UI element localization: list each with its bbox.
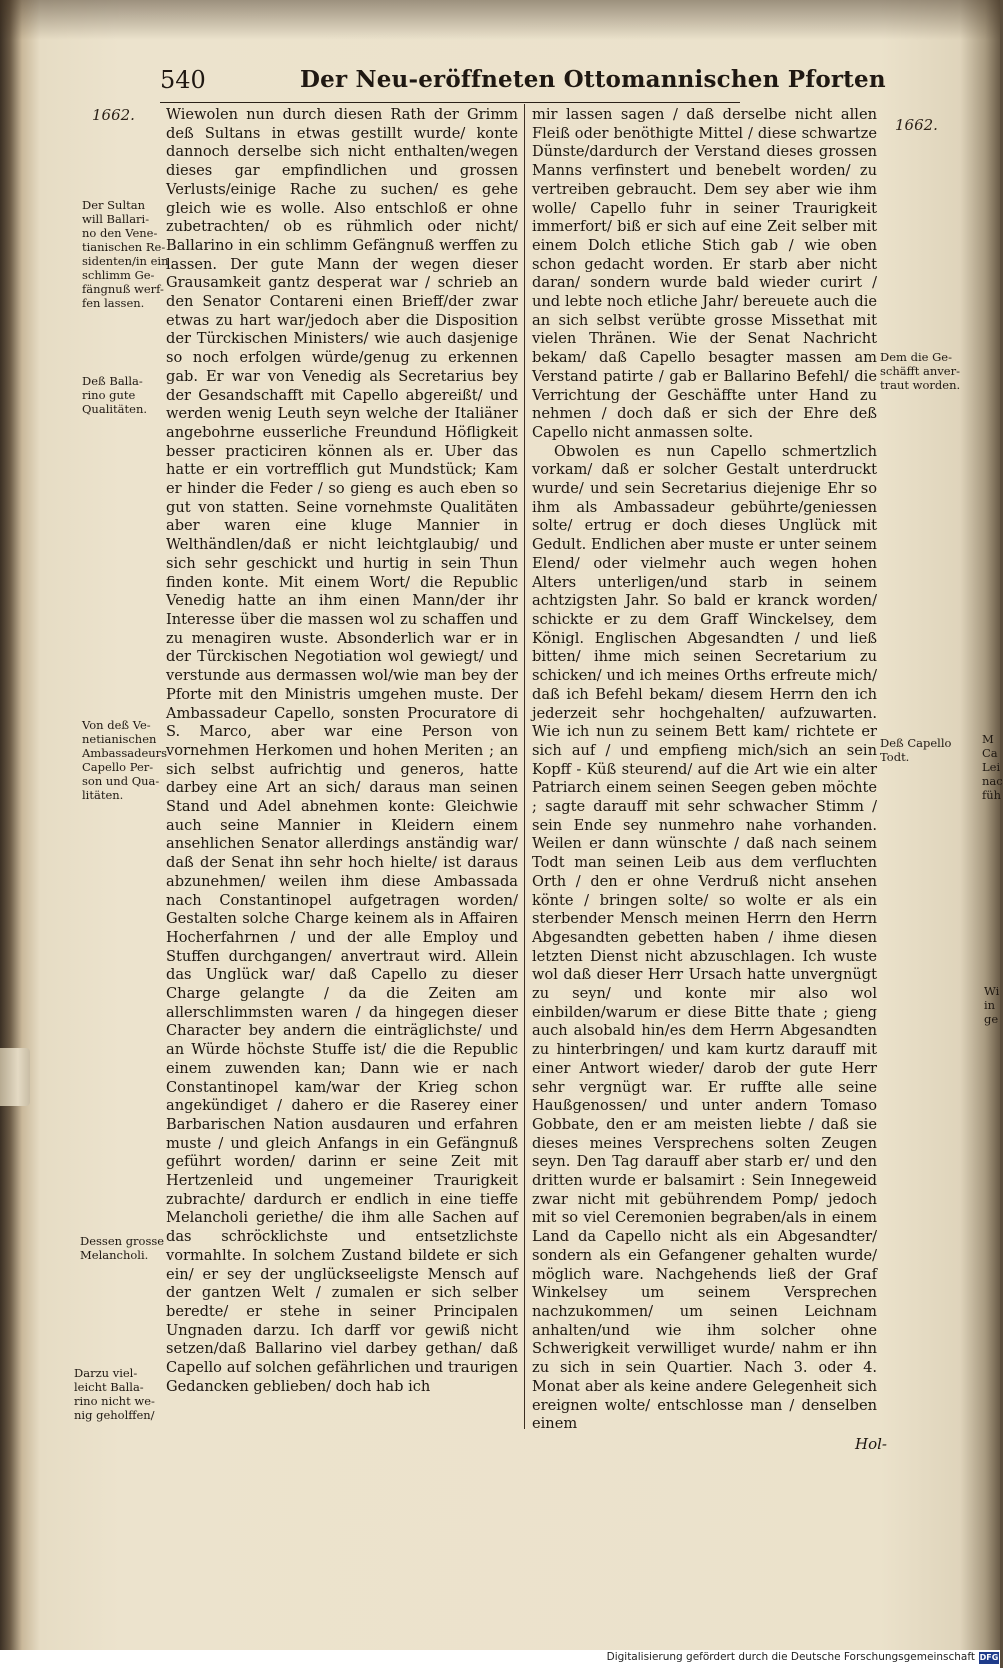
catchword: Hol- xyxy=(855,1435,887,1453)
margin-note-line: Deß Capello xyxy=(880,736,952,750)
margin-note-todt xyxy=(880,736,951,764)
paragraph: Wiewolen nun durch diesen Rath der Grimm deß Sultans in etwas gestillt wurde/ konte dannoch derselbe sich nicht enthalten/wegen dieses gar empfindlichen und grossen Verlusts/einige Rache zu suchen/ es gehe gleich wie es wolle. Also entschloß er ohne zubetrachten/ ob es rühmlich oder nicht/ Ballarino in ein schlimm Gefängnuß werffen zu lassen. Der gute Mann der wegen dieser Grausamkeit gantz desperat war / schrieb an den Senator Contareni einen Brieff/der zwar etwas zu hart war/jedoch aber die Disposition der Türckischen Ministers/ wie auch dasjenige so noch erfolgen würde/genug zu erkennen gab. Er war von Venedig als Secretarius bey der Gesandschafft mit Capello abgereißt/ und werden wenig Leuth seyn welche der Italiäner angebohrne eusserliche Freundund Höfligkeit besser practiciren können als er. Uber das hatte er ein vortrefflich gut Mundstück; Kam er hinder die Feder / so gieng es auch eben so gut von statten. Seine vornehmste Qualitäten aber waren eine kluge Mannier in Welthändlen/daß er nicht leichtglaubig/ und sich sehr geschickt und hurtig in sein Thun finden konte. Mit einem Wort/ die Republic Venedig hatte an ihm einen Mann/der ihr Interesse über die massen wol zu schaffen und zu menagiren wuste. Absonderlich war er in der Türckischen Negotiation wol gewiegt/ und verstunde aus dermassen wol/wie man bey der Pforte mit den Ministris umgehen muste. Der Ambassadeur Capello, sonsten Procuratore di S. Marco, aber war eine Person von vornehmen Herkomen und hohen Meriten ; an sich selbst aufrichtig und generos, hatte darbey eine Art an sich/ daraus man seinen Stand und Adel abnehmen konte: Gleichwie auch seine Mannier in Kleidern einem ansehlichen Senator allerdings anständig war/ daß der Senat ihn sehr hoch hielte/ ist daraus abzunehmen/ weilen ihm diese Ambassada nach Constantinopel aufgetragen worden/ Gestalten solche Charge keinem als in Affairen Hocherfahrnen / und der alle Employ und Stuffen durchgangen/ anvertraut wird. Allein das Unglück war/ daß Capello zu dieser Charge gelangte / da die Zeiten am allerschlimmsten waren / da hingegen dieser Character bey andern die einträglichste/ und an Würde höchste Stuffe ist/ die die Republic einem zuwenden kan; Dann wie er nach Constantinopel kam/war der Krieg schon angekündiget / dahero er die Raserey einer Barbarischen Nation ausdauren und erfahren muste / und gleich Anfangs in ein Gefängnuß geführt worden/ darinn er seine Zeit mit Hertzenleid und ungemeiner Traurigkeit zubrachte/ dardurch er endlich in eine tieffe Melancholi geriethe/ die ihm alle Sachen auf das schröcklichste und entsetzlichste vormahlte. In solchem Zustand bildete er sich ein/ er sey der unglückseeligste Mensch auf der gantzen Welt / zumalen er sich selber beredte/ er stehe in seiner Principalen Ungnaden darzu. Ich darff vor gewiß nicht setzen/daß Ballarino viel darbey gethan/ daß Capello auf solchen gefährlichen und traurigen Gedancken geblieben/ doch hab ich xyxy=(166,106,518,1395)
margin-note-line: Deß Balla- xyxy=(82,374,143,388)
margin-note-line: Wi xyxy=(984,984,1000,998)
year-left: 1662. xyxy=(92,106,135,124)
margin-note-line: will Ballari- xyxy=(82,212,150,226)
margin-note-line: in xyxy=(984,998,996,1012)
page-top-shadow xyxy=(0,0,1000,40)
margin-note-line: fängnuß werf- xyxy=(82,282,164,296)
cut-margin-note xyxy=(982,732,1003,802)
margin-note-line: schäfft anver- xyxy=(880,364,961,378)
margin-note-line: no den Vene- xyxy=(82,226,158,240)
margin-note-sultan xyxy=(82,198,169,310)
running-title: Der Neu-eröffneten Ottomannischen Pforten xyxy=(300,66,886,93)
margin-note-line: Dessen grosse xyxy=(80,1234,165,1248)
margin-note-capello xyxy=(82,718,167,802)
margin-note-line: Von deß Ve- xyxy=(82,718,151,732)
margin-note-line: rino gute xyxy=(82,388,136,402)
paragraph: mir lassen sagen / daß derselbe nicht allen Fleiß oder benöthigte Mittel / diese schwartze Dünste/dardurch der Verstand dieses grossen Manns verfinstert und benebelt worden/ zu vertreiben gebraucht. Dem sey aber wie ihm wolle/ Capello fuhr in seiner Traurigkeit immerfort/ biß er sich auf eine Zeit selber mit einem Dolch etliche Stich gab / wie oben schon gedacht worden. Er starb aber nicht daran/ sondern wurde bald wieder curirt / und lebte noch etliche Jahr/ bereuete auch die an sich selbst verübte grosse Missethat mit vielen Thränen. Wie der Senat Nachricht bekam/ daß Capello besagter massen am Verstand patirte / gab er Ballarino Befehl/ die Verrichtung der Geschäffte unter Hand zu nehmen / doch daß er sich der Ehre deß Capello nicht anmassen solte. xyxy=(532,106,877,441)
margin-note-melancholi xyxy=(80,1234,164,1262)
bookmark-ribbon xyxy=(0,1048,30,1106)
margin-note-line: traut worden. xyxy=(880,378,961,392)
margin-note-line: litäten. xyxy=(82,788,124,802)
margin-note-line: nig geholffen/ xyxy=(74,1408,155,1422)
margin-note-line: leicht Balla- xyxy=(74,1380,144,1394)
text-column-right xyxy=(532,106,877,1434)
margin-note-line: Ca xyxy=(982,746,998,760)
margin-note-line: sidenten/in ein xyxy=(82,254,169,268)
margin-note-line: schlimm Ge- xyxy=(82,268,155,282)
margin-note-line: son und Qua- xyxy=(82,774,160,788)
margin-note-line: ge xyxy=(984,1012,999,1026)
margin-note-line: tianischen Re- xyxy=(82,240,166,254)
paragraph: Obwolen es nun Capello schmertzlich vorkam/ daß er solcher Gestalt unterdruckt wurde/ und sein Secretarius diejenige Ehr so ihm als Ambassadeur gebührte/geniessen solte/ ertrug er doch dieses Unglück mit Gedult. Endlichen aber muste er unter seinem Elend/ oder vielmehr auch wegen hohen Alters unterligen/und starb in seinem achtzigsten Jahr. So bald er kranck worden/ schickte er zu dem Graff Winckelsey, dem Königl. Englischen Abgesandten / und ließ bitten/ ihme mich seinen Secretarium zu schicken/ und ich meines Orths erfreute mich/ daß ich Befehl bekam/ diesem Herrn den ich jederzeit sehr hochgehalten/ aufzuwarten. Wie ich nun zu seinem Bett kam/ richtete er sich auf / und empfieng mich/sich an sein Kopff - Küß steurend/ auf die Art wie ein alter Patriarch einem seinen Seegen geben möchte ; sagte darauff mit sehr schwacher Stimm / sein Ende sey nunmehro nahe vorhanden. Weilen er dann wünschte / daß nach seinem Todt man seinen Leib aus dem verfluchten Orth / den er ohne Verdruß nicht ansehen könte / bringen solte/ so wolte er als ein sterbender Mensch meinen Herrn den Herrn Abgesandten gebetten haben / ihme diesen letzten Dienst nicht abzuschlagen. Ich wuste wol daß dieser Herr Ursach hatte unvergnügt zu seyn/ und konte mir also wol einbilden/warum er diese Bitte thate ; gieng auch alsobald hin/es dem Herrn Abgesandten zu hinterbringen/ und kam kurtz darauff mit einer Antwort wieder/ darob der gute Herr sehr vergnügt war. Er ruffte alle seine Haußgenossen/ und unter andern Tomaso Gobbate, den er am meisten liebte / daß sie dieses meines Versprechens solten Zeugen seyn. Den Tag darauff aber starb er/ und den dritten wurde er balsamirt : Sein Innegeweid zwar nicht mit gebührendem Pomp/ jedoch mit so viel Ceremonien begraben/als in einem Land da Capello nicht als ein Abgesandter/ sondern als ein Gefangener gehalten wurde/ möglich ware. Nachgehends ließ der Graf Winkelsey um seinem Versprechen nachzukommen/ um seinen Leichnam anhalten/und wie ihm solcher ohne Schwerigkeit verwilliget wurde/ nahm er ihn zu sich in sein Quartier. Nach 3. oder 4. Monat aber als keine andere Gelegenheit sich ereignen wolte/ entschlosse man / denselben einem xyxy=(532,442,877,1433)
margin-note-line: nac xyxy=(982,774,1003,788)
footer-credit: Digitalisierung gefördert durch die Deutsche Forschungsgemeinschaft xyxy=(606,1651,975,1663)
margin-note-line: Todt. xyxy=(880,750,910,764)
margin-note-line: fen lassen. xyxy=(82,296,145,310)
text-column-left xyxy=(166,106,518,1397)
margin-note-line: Melancholi. xyxy=(80,1248,149,1262)
year-right: 1662. xyxy=(895,116,938,134)
margin-note-line: füh xyxy=(982,788,1002,802)
margin-note-senat xyxy=(880,350,960,392)
margin-note-line: M xyxy=(982,732,994,746)
margin-note-line: netianischen xyxy=(82,732,157,746)
margin-note-line: Ambassadeurs xyxy=(82,746,168,760)
margin-note-line: Darzu viel- xyxy=(74,1366,138,1380)
margin-note-ballarino xyxy=(82,374,147,416)
margin-note-line: Der Sultan xyxy=(82,198,146,212)
dfg-logo: DFG xyxy=(979,1653,999,1662)
column-divider xyxy=(524,104,525,1429)
margin-note-line: Lei xyxy=(982,760,1001,774)
margin-note-line: rino nicht we- xyxy=(74,1394,155,1408)
margin-note-line: Capello Per- xyxy=(82,760,154,774)
cut-margin-note xyxy=(984,984,999,1026)
margin-note-line: Dem die Ge- xyxy=(880,350,952,364)
page-number: 540 xyxy=(160,66,206,94)
margin-note-darzu xyxy=(74,1366,155,1422)
margin-note-line: Qualitäten. xyxy=(82,402,148,416)
page-header xyxy=(160,62,886,103)
